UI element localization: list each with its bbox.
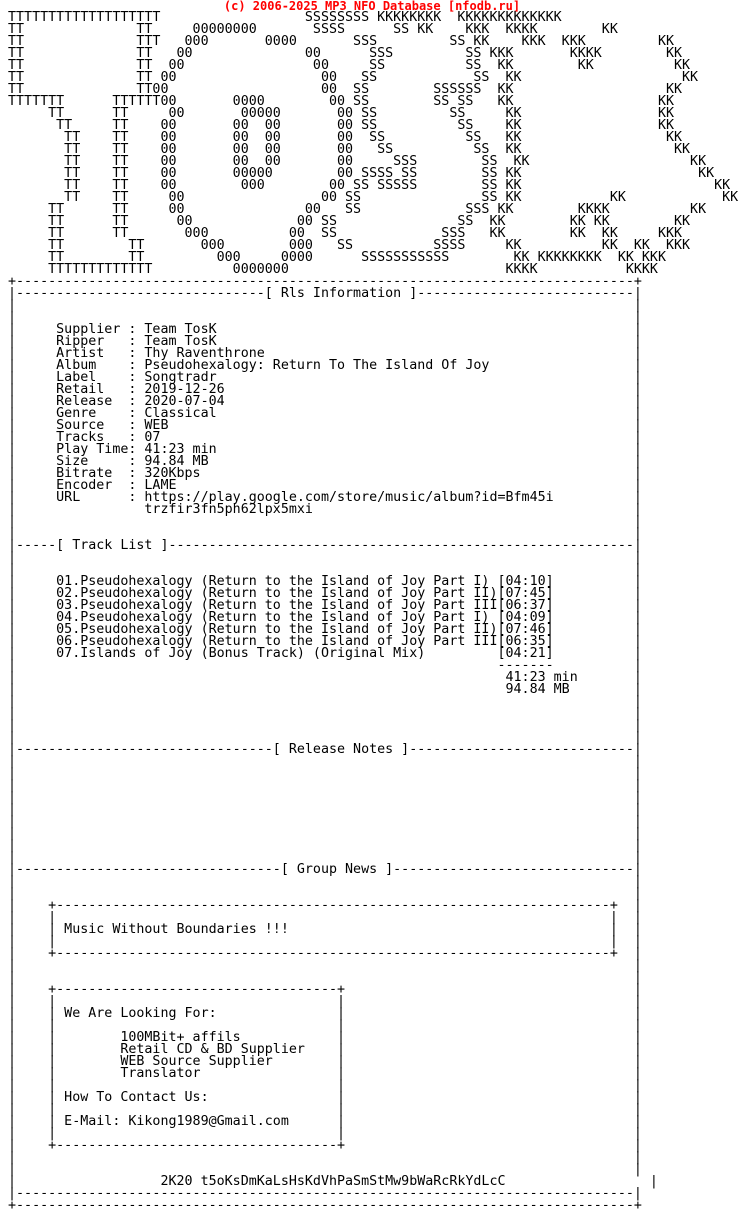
nfo-line: TT TT 00 00 SS SS KK KK KK [8, 190, 739, 205]
nfo-line: | | [8, 1162, 642, 1177]
nfo-line: | | [8, 514, 642, 529]
nfo-line: | | [8, 526, 642, 541]
nfo-text [8, 12, 738, 1212]
nfo-line: | 94.84 MB | [8, 682, 642, 697]
nfo-line: | | [8, 550, 642, 565]
nfo-line: | | [8, 790, 642, 805]
nfo-line: TT TT 000 0000 SSSSSSSSSSS KK KKKKKKKK KK KKK [8, 250, 666, 265]
nfo-line: +-----------------------------------------------------------------------------+ [8, 1198, 642, 1213]
nfo-line: TT TT 00 00 00 00 SS SS KK KK [8, 130, 683, 145]
nfo-line: | +-----------------------------------+ | [8, 982, 642, 997]
nfo-line: TT TT 00 00 SS SS KK KK KK [8, 58, 691, 73]
nfo-line: | Artist : Thy Raventhrone | [8, 346, 642, 361]
nfo-line: | | [8, 310, 642, 325]
nfo-line: | | | | [8, 1126, 642, 1141]
nfo-line: |-------------------------------[ Rls Information ]---------------------------| [8, 286, 642, 301]
nfo-line: | | [8, 958, 642, 973]
nfo-line: | Source : WEB | [8, 418, 642, 433]
nfo-line: | | [8, 814, 642, 829]
nfo-line: TT TT 00 00 00 00 SSS SS KK KK [8, 154, 707, 169]
nfo-line: | | [8, 802, 642, 817]
nfo-line: | | [8, 562, 642, 577]
nfo-line: TTTTTTT TTTTTT00 0000 00 SS SS SS KK KK [8, 94, 675, 109]
nfo-line: TT TT 00 00 SS SS KK KK [8, 70, 699, 85]
nfo-line: |-----------------------------------------------------------------------------| [8, 1186, 642, 1201]
nfo-line: | | [8, 778, 642, 793]
nfo-line: | Genre : Classical | [8, 406, 642, 421]
nfo-line: | | [8, 874, 642, 889]
nfo-line: | Size : 94.84 MB | [8, 454, 642, 469]
nfo-line: TT TT 00 00 SSS SS KKK KKKK KK [8, 46, 683, 61]
nfo-line: TT TT 00 000 00 SS SSSSS SS KK KK [8, 178, 731, 193]
nfo-line: +-----------------------------------------------------------------------------+ [8, 274, 642, 289]
nfo-line: |-----[ Track List ]----------------------------------------------------------| [8, 538, 642, 553]
nfo-line: | Play Time: 41:23 min | [8, 442, 642, 457]
nfo-line: | +---------------------------------------------------------------------+ | [8, 898, 642, 913]
nfo-line: TT TT 00 00 00 00 SS SS KK KK [8, 142, 691, 157]
nfo-line: | | | | [8, 1018, 642, 1033]
nfo-line: TTTTTTTTTTTTT 0000000 KKKK KKKK [8, 262, 658, 277]
nfo-line: | Ripper : Team TosK | [8, 334, 642, 349]
nfo-line: | | [8, 730, 642, 745]
nfo-line: | | [8, 838, 642, 853]
nfo-line: TTTTTTTTTTTTTTTTTTT SSSSSSSS KKKKKKKK KKKKKKKKKKKKK [8, 10, 562, 25]
nfo-line: TT TT00 00 SS SSSSSS KK KK [8, 82, 683, 97]
nfo-line: | | Translator | | [8, 1066, 642, 1081]
nfo-line: | | [8, 970, 642, 985]
nfo-line: | | | | [8, 910, 642, 925]
nfo-line: | | [8, 886, 642, 901]
nfo-line: | 03.Pseudohexalogy (Return to the Island of Joy Part III[06:37] | [8, 598, 642, 613]
nfo-line: | +---------------------------------------------------------------------+ | [8, 946, 642, 961]
nfo-line: TT TT 00 00 00 00 SS SS KK KK [8, 118, 675, 133]
nfo-line: | | [8, 754, 642, 769]
nfo-line: | Bitrate : 320Kbps | [8, 466, 642, 481]
nfo-line: | | [8, 298, 642, 313]
nfo-line: | +-----------------------------------+ | [8, 1138, 642, 1153]
nfo-line: | | [8, 694, 642, 709]
nfo-line: | | Music Without Boundaries !!! | | [8, 922, 642, 937]
nfo-line: | | E-Mail: Kikong1989@Gmail.com | | [8, 1114, 642, 1129]
nfo-line: | | | | [8, 934, 642, 949]
nfo-line: | | | | [8, 994, 642, 1009]
nfo-line: | URL : https://play.google.com/store/music/album?id=Bfm45i | [8, 490, 642, 505]
nfo-line: | | [8, 1150, 642, 1165]
nfo-line: | | We Are Looking For: | | [8, 1006, 642, 1021]
nfo-line: | 01.Pseudohexalogy (Return to the Island of Joy Part I) [04:10] | [8, 574, 642, 589]
nfo-line: | | | | [8, 1102, 642, 1117]
nfo-line: | 06.Pseudohexalogy (Return to the Island of Joy Part III[06:35] | [8, 634, 642, 649]
nfo-line: | | [8, 706, 642, 721]
nfo-line: | | Retail CD & BD Supplier | | [8, 1042, 642, 1057]
nfo-line: | | | | [8, 1078, 642, 1093]
nfo-line: | Label : Songtradr | [8, 370, 642, 385]
nfo-line: | 04.Pseudohexalogy (Return to the Island of Joy Part I) [04:09] | [8, 610, 642, 625]
nfo-line: | Supplier : Team TosK | [8, 322, 642, 337]
nfo-line: | | 100MBit+ affils | | [8, 1030, 642, 1045]
nfo-line: | 2K20 t5oKsDmKaLsHsKdVhPaSmStMw9bWaRcRkYdLcC | [8, 1174, 658, 1189]
nfo-line: | | [8, 850, 642, 865]
nfo-line: |--------------------------------[ Release Notes ]----------------------------| [8, 742, 642, 757]
nfo-line: | 07.Islands of Joy (Bonus Track) (Original Mix) [04:21] | [8, 646, 642, 661]
nfo-line: | Encoder : LAME | [8, 478, 642, 493]
nfo-line: | 05.Pseudohexalogy (Return to the Island of Joy Part II)[07:46] | [8, 622, 642, 637]
nfo-line: TT TT 00 00000 00 SSSS SS SS KK KK [8, 166, 715, 181]
nfo-line: | 41:23 min | [8, 670, 642, 685]
copyright-header: (c) 2006-2025 MP3 NFO Database [nfodb.ru] [223, 0, 521, 13]
nfo-line: | | [8, 826, 642, 841]
nfo-line: | Tracks : 07 | [8, 430, 642, 445]
nfo-line: | | [8, 718, 642, 733]
nfo-line: | | How To Contact Us: | | [8, 1090, 642, 1105]
nfo-line: | Release : 2020-07-04 | [8, 394, 642, 409]
nfo-line: TT TT 00000000 SSSS SS KK KKK KKKK KK [8, 22, 618, 37]
nfo-line: |---------------------------------[ Group News ]------------------------------| [8, 862, 642, 877]
nfo-line: | | [8, 766, 642, 781]
nfo-line: | 02.Pseudohexalogy (Return to the Island of Joy Part II)[07:45] | [8, 586, 642, 601]
nfo-line: | Retail : 2019-12-26 | [8, 382, 642, 397]
nfo-line: TT TTT 000 0000 SSS SS KK KKK KKK KK [8, 34, 675, 49]
nfo-line: | | WEB Source Supplier | | [8, 1054, 642, 1069]
nfo-line: TT TT 000 00 SS SSS KK KK KK KKK [8, 226, 683, 241]
nfo-line: TT TT 00 00 SS SSS KK KKKK KK [8, 202, 707, 217]
nfo-line: TT TT 00 00000 00 SS SS KK KK [8, 106, 675, 121]
nfo-line: TT TT 000 000 SS SSSS KK KK KK KKK [8, 238, 691, 253]
nfo-line: | Album : Pseudohexalogy: Return To The Island Of Joy | [8, 358, 642, 373]
nfo-line: | ------- | [8, 658, 642, 673]
nfo-line: TT TT 00 00 SS SS KK KK KK KK [8, 214, 691, 229]
nfo-line: | trzfir3fn5ph62lpx5mxi | [8, 502, 642, 517]
